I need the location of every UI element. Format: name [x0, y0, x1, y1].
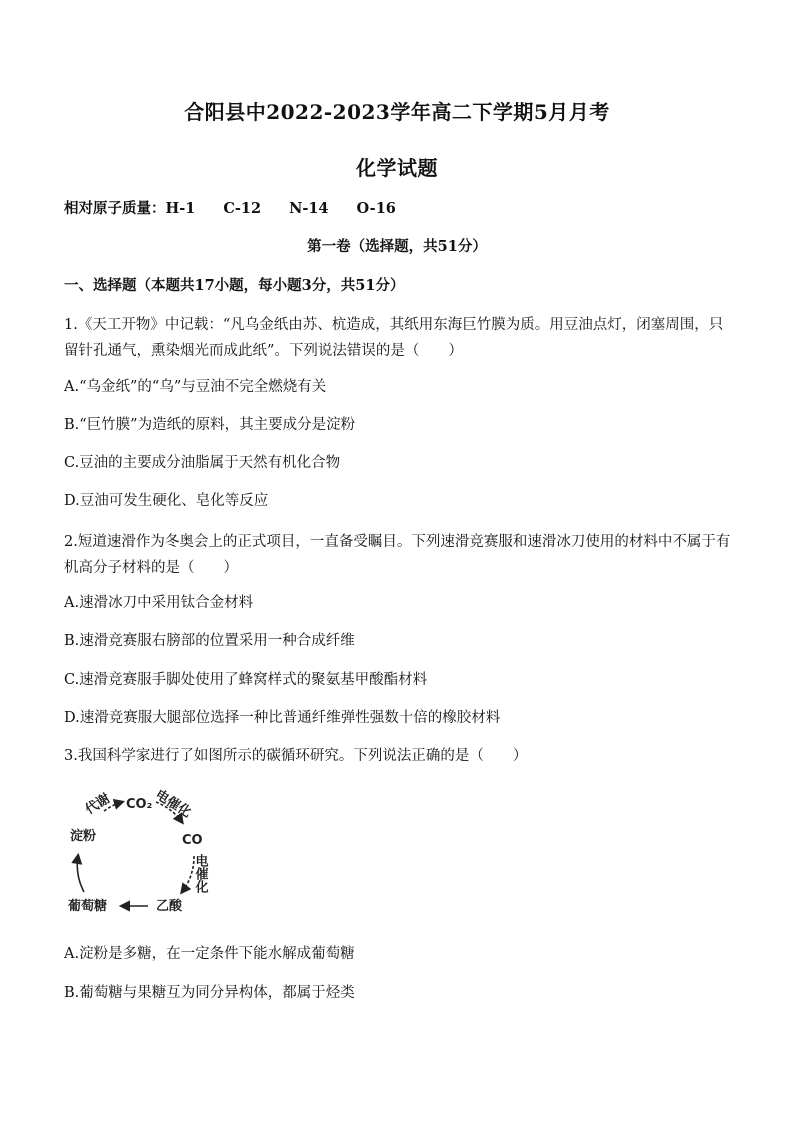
question-3-option-b: B.葡萄糖与果糖互为同分异构体，都属于烃类: [64, 985, 355, 1001]
question-1-option-c: C.豆油的主要成分油脂属于天然有机化合物: [64, 455, 341, 471]
exam-subject: 化学试题: [356, 156, 438, 180]
question-1-option-b: B.“巨竹膜”为造纸的原料，其主要成分是淀粉: [64, 417, 356, 433]
label-metabolism: 代谢: [82, 791, 113, 818]
question-1-stem: 1.《天工开物》中记载：“凡乌金纸由苏、杭造成，其纸用东海巨竹膜为质。用豆油点灯，闭塞周围，只留针孔通气，熏染烟光而成此纸”。下列说法错误的是（ ）: [64, 317, 724, 359]
question-2-option-b: B.速滑竞赛服右膀部的位置采用一种合成纤维: [64, 633, 355, 649]
label-electrocatalysis-2: 电催化: [192, 854, 208, 893]
atomic-mass-label: 相对原子质量：: [64, 200, 166, 217]
node-co: CO: [182, 833, 203, 848]
atomic-mass-n: N-14: [289, 200, 329, 217]
node-starch: 淀粉: [70, 829, 97, 844]
part-title: 第一卷（选择题，共51分）: [307, 238, 487, 255]
atomic-mass-c: C-12: [223, 200, 262, 217]
question-2-stem: 2.短道速滑作为冬奥会上的正式项目，一直备受瞩目。下列速滑竞赛服和速滑冰刀使用的材料中不属于有机高分子材料的是（ ）: [64, 534, 731, 576]
question-2-option-c: C.速滑竞赛服手脚处使用了蜂窝样式的聚氨基甲酸酯材料: [64, 672, 428, 688]
exam-title: 合阳县中2022-2023学年高二下学期5月月考: [184, 100, 610, 124]
atomic-mass-h: H-1: [165, 200, 196, 217]
arrow-glucose-to-starch: [77, 856, 84, 892]
atomic-mass-line: [64, 198, 734, 220]
node-co2: CO₂: [126, 797, 153, 812]
question-3-option-a: A.淀粉是多糖，在一定条件下能水解成葡萄糖: [64, 946, 355, 962]
node-acetic-acid: 乙酸: [156, 899, 183, 914]
atomic-mass-o: O-16: [356, 200, 396, 217]
node-glucose: 葡萄糖: [68, 899, 108, 914]
question-2-option-d: D.速滑竞赛服大腿部位选择一种比普通纤维弹性强数十倍的橡胶材料: [64, 710, 501, 726]
question-1-option-d: D.豆油可发生硬化、皂化等反应: [64, 493, 269, 509]
question-2-option-a: A.速滑冰刀中采用钛合金材料: [64, 595, 254, 611]
section-title: 一、选择题（本题共17小题，每小题3分，共51分）: [64, 277, 405, 294]
question-1-option-a: A.“乌金纸”的“乌”与豆油不完全燃烧有关: [64, 379, 327, 395]
carbon-cycle-diagram: [64, 784, 214, 930]
question-3-stem: 3.我国科学家进行了如图所示的碳循环研究。下列说法正确的是（ ）: [64, 748, 528, 764]
label-electrocatalysis-1: 电催化: [152, 787, 194, 821]
